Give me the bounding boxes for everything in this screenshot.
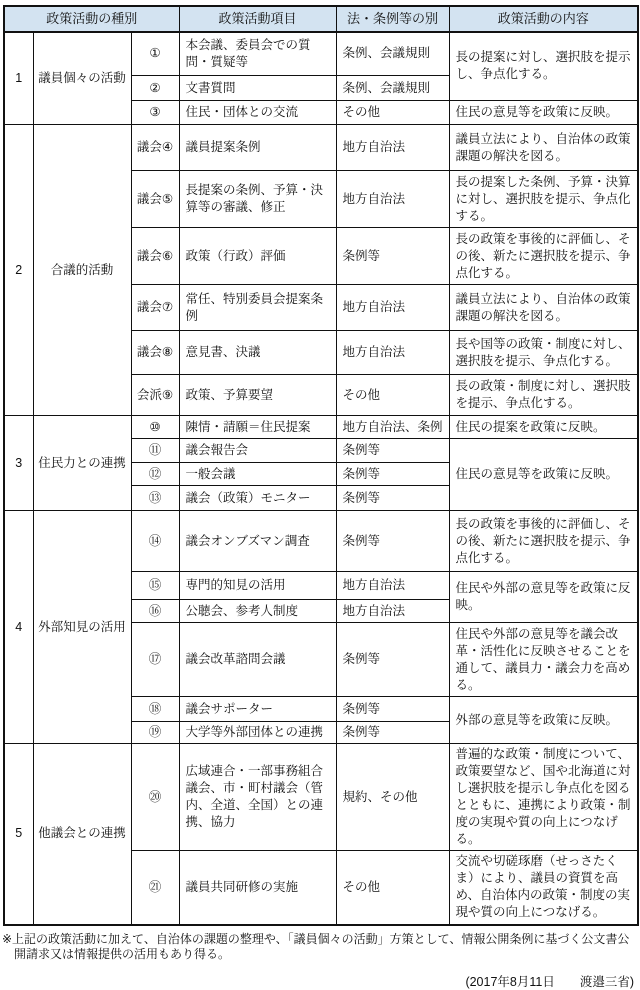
credit-line: (2017年8月11日 渡邉三省) [465,974,634,989]
item-name-cell: 大学等外部団体との連携 [179,722,336,744]
item-name-cell: 広域連合・一部事務組合議会、市・町村議会（管内、全道、全国）との連携、協力 [179,744,336,851]
item-name-cell: 政策、予算要望 [179,375,336,416]
content-cell: 長や国等の政策・制度に対し、選択肢を提示、争点化する。 [449,331,638,375]
law-type-cell: その他 [336,851,449,925]
item-name-cell: 専門的知見の活用 [179,572,336,600]
item-number-cell: 会派⑨ [131,375,179,416]
item-name-cell: 政策（行政）評価 [179,228,336,285]
header-law: 法・条例等の別 [336,6,449,32]
table-row [4,125,638,171]
table-row [4,416,638,439]
law-type-cell: 地方自治法 [336,572,449,600]
item-number-cell: ③ [131,101,179,125]
item-number-cell: 議会⑧ [131,331,179,375]
item-name-cell: 陳情・請願＝住民提案 [179,416,336,439]
section-category: 住民力との連携 [33,416,131,511]
section-category: 議員個々の活動 [33,32,131,125]
law-type-cell: その他 [336,375,449,416]
content-cell: 住民や外部の意見等を政策に反映。 [449,572,638,623]
item-name-cell: 議会報告会 [179,439,336,463]
item-number-cell: ⑱ [131,697,179,722]
header-item: 政策活動項目 [179,6,336,32]
law-type-cell: 条例等 [336,623,449,697]
item-number-cell: ⑩ [131,416,179,439]
item-name-cell: 意見書、決議 [179,331,336,375]
item-number-cell: ⑬ [131,486,179,511]
law-type-cell: 条例等 [336,697,449,722]
content-cell: 住民や外部の意見等を議会改革・活性化に反映させることを通して、議員力・議会力を高める。 [449,623,638,697]
item-number-cell: ② [131,76,179,101]
law-type-cell: 地方自治法 [336,285,449,331]
content-cell: 長の政策を事後的に評価し、その後、新たに選択肢を提示、争点化する。 [449,511,638,572]
section-category: 他議会との連携 [33,744,131,925]
header-row [4,6,638,32]
item-name-cell: 常任、特別委員会提案条例 [179,285,336,331]
content-cell: 長の政策を事後的に評価し、その後、新たに選択肢を提示、争点化する。 [449,228,638,285]
item-name-cell: 一般会議 [179,463,336,486]
item-name-cell: 議員提案条例 [179,125,336,171]
item-number-cell: ① [131,32,179,76]
document-page [0,5,640,989]
law-type-cell: 地方自治法 [336,331,449,375]
item-number-cell: ⑭ [131,511,179,572]
law-type-cell: 地方自治法 [336,600,449,623]
item-name-cell: 議員共同研修の実施 [179,851,336,925]
item-name-cell: 議会改革諮問会議 [179,623,336,697]
header-content: 政策活動の内容 [449,6,638,32]
content-cell: 議員立法により、自治体の政策課題の解決を図る。 [449,285,638,331]
law-type-cell: その他 [336,101,449,125]
footnote: ※上記の政策活動に加えて、自治体の課題の整理や、「議員個々の活動」方策として、情報公開条例に基づく公文書公開請求又は情報提供の活用もあり得る。 [2,931,630,962]
item-name-cell: 議会（政策）モニター [179,486,336,511]
content-cell: 住民の意見等を政策に反映。 [449,439,638,511]
section-number: 2 [4,125,33,416]
item-number-cell: ⑯ [131,600,179,623]
item-name-cell: 文書質問 [179,76,336,101]
law-type-cell: 条例等 [336,228,449,285]
policy-activities-table [3,5,639,926]
item-name-cell: 議会サポーター [179,697,336,722]
content-cell: 外部の意見等を政策に反映。 [449,697,638,744]
item-name-cell: 公聴会、参考人制度 [179,600,336,623]
item-number-cell: ⑪ [131,439,179,463]
law-type-cell: 規約、その他 [336,744,449,851]
law-type-cell: 地方自治法、条例 [336,416,449,439]
content-cell: 住民の提案を政策に反映。 [449,416,638,439]
section-number: 3 [4,416,33,511]
item-number-cell: ⑳ [131,744,179,851]
item-name-cell: 議会オンブズマン調査 [179,511,336,572]
table-row [4,511,638,572]
law-type-cell: 条例等 [336,486,449,511]
item-number-cell: 議会⑦ [131,285,179,331]
section-number: 5 [4,744,33,925]
item-number-cell: ⑲ [131,722,179,744]
item-number-cell: 議会④ [131,125,179,171]
item-number-cell: ⑰ [131,623,179,697]
table-row [4,32,638,76]
content-cell: 議員立法により、自治体の政策課題の解決を図る。 [449,125,638,171]
item-number-cell: 議会⑥ [131,228,179,285]
law-type-cell: 条例、会議規則 [336,76,449,101]
section-category: 外部知見の活用 [33,511,131,744]
content-cell: 住民の意見等を政策に反映。 [449,101,638,125]
content-cell: 交流や切磋琢磨（せっさたくま）により、議員の資質を高め、自治体内の政策・制度の実現や質の向上につなげる。 [449,851,638,925]
content-cell: 普遍的な政策・制度について、政策要望など、国や北海道に対し選択肢を提示し争点化を図るとともに、連携により政策・制度の実現や質の向上につなげる。 [449,744,638,851]
section-category: 合議的活動 [33,125,131,416]
item-number-cell: 議会⑤ [131,171,179,228]
section-number: 4 [4,511,33,744]
law-type-cell: 条例等 [336,722,449,744]
law-type-cell: 地方自治法 [336,125,449,171]
law-type-cell: 条例等 [336,439,449,463]
item-name-cell: 住民・団体との交流 [179,101,336,125]
table-row [4,744,638,851]
item-number-cell: ㉑ [131,851,179,925]
law-type-cell: 条例等 [336,463,449,486]
law-type-cell: 条例、会議規則 [336,32,449,76]
header-type: 政策活動の種別 [4,6,179,32]
item-name-cell: 本会議、委員会での質問・質疑等 [179,32,336,76]
item-name-cell: 長提案の条例、予算・決算等の審議、修正 [179,171,336,228]
law-type-cell: 条例等 [336,511,449,572]
content-cell: 長の政策・制度に対し、選択肢を提示、争点化する。 [449,375,638,416]
item-number-cell: ⑫ [131,463,179,486]
section-number: 1 [4,32,33,125]
content-cell: 長の提案に対し、選択肢を提示し、争点化する。 [449,32,638,101]
content-cell: 長の提案した条例、予算・決算に対し、選択肢を提示、争点化する。 [449,171,638,228]
law-type-cell: 地方自治法 [336,171,449,228]
item-number-cell: ⑮ [131,572,179,600]
